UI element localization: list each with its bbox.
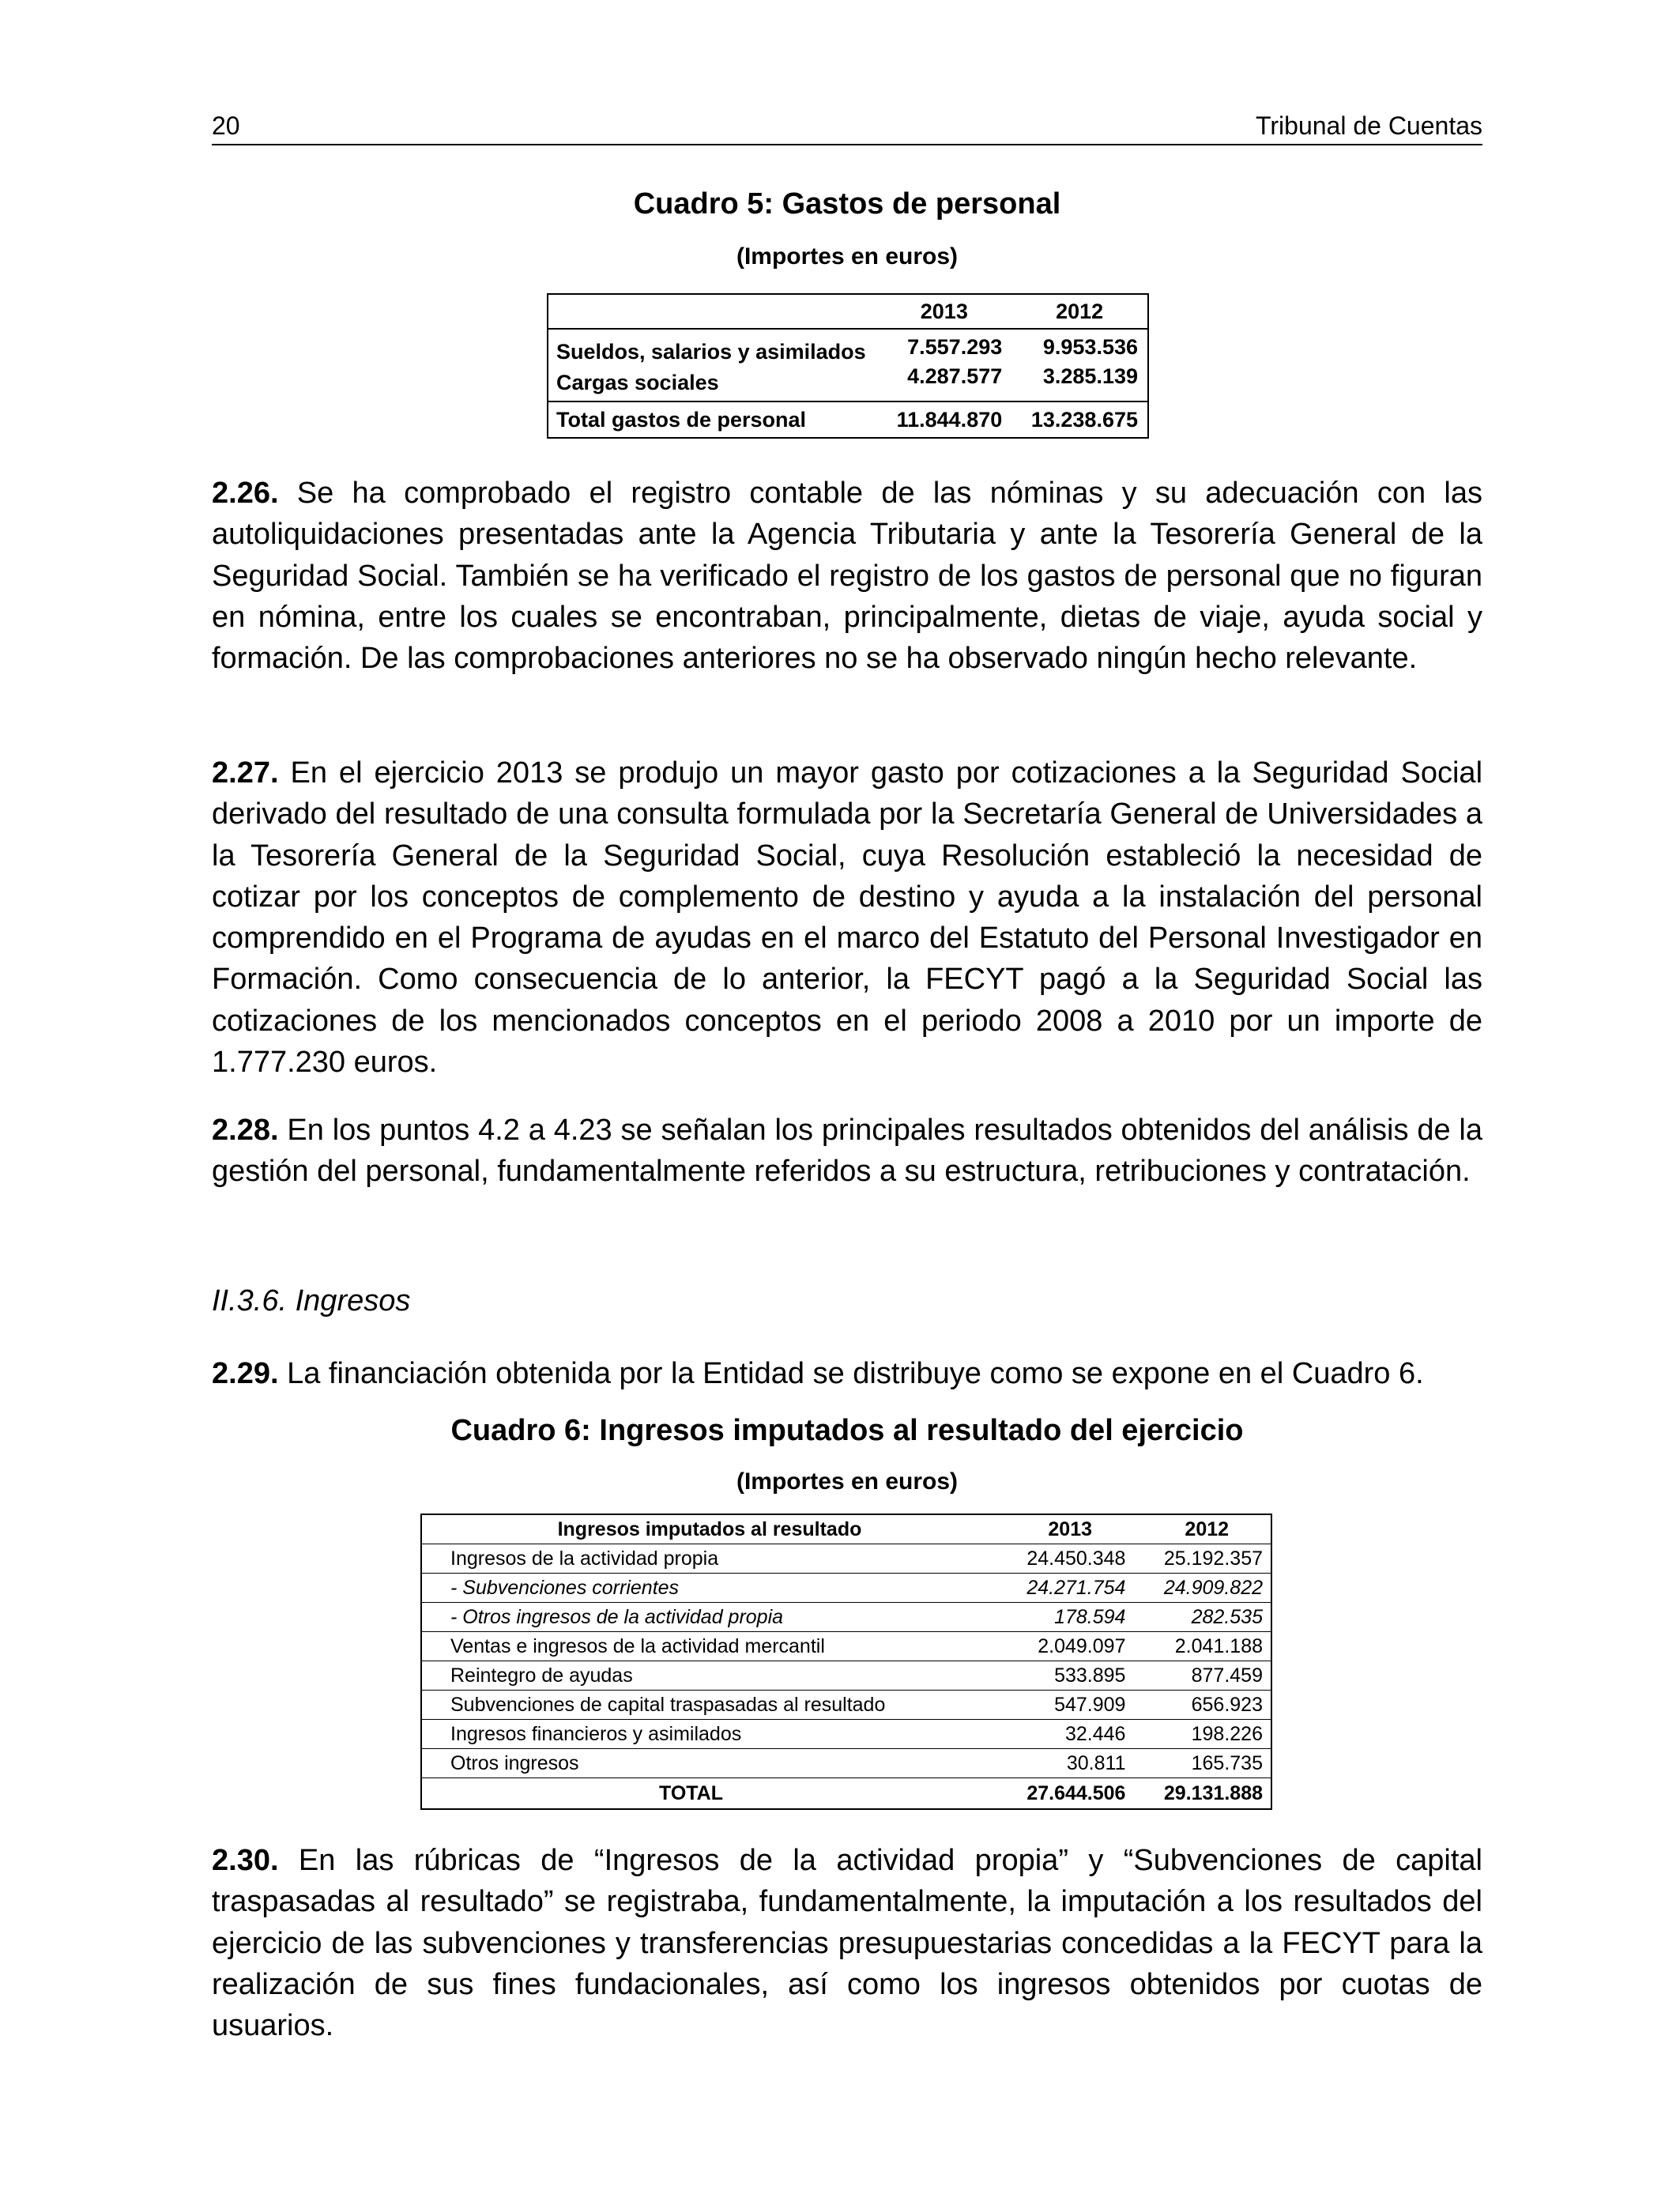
paragraph-2-27	[212, 752, 1482, 1083]
page-header	[212, 111, 1482, 145]
table5-title: Cuadro 5: Gastos de personal	[633, 187, 1061, 221]
table-row	[421, 1749, 1271, 1778]
running-title: Tribunal de Cuentas	[1256, 111, 1482, 140]
paragraph-text: Se ha comprobado el registro contable de las nóminas y su adecuación con las autoliquidaciones presentadas ante la Agencia Tributaria y ante la Tesorería General de la Seguridad Social. También se ha verificado el registro de los gastos de personal que no figuran en nómina, entre los cuales se encontraban, principalmente, dietas de viaje, ayuda social y formación. De las comprobaciones anteriores no se ha observado ningún hecho relevante.	[212, 477, 1482, 676]
paragraph-text: En las rúbricas de “Ingresos de la actividad propia” y “Subvenciones de capital traspasadas al resultado” se registraba, fundamentalmente, la imputación a los resultados del ejercicio de las subvenciones y transferencias presupuestarias concedidas a la FECYT para la realización de sus fines fundacionales, así como los ingresos obtenidos por cuotas de usuarios.	[212, 1844, 1482, 2043]
value-2013: 4.287.577	[907, 364, 1003, 388]
row-label: Subvenciones de capital traspasadas al resultado	[421, 1691, 997, 1720]
row-label: Ventas e ingresos de la actividad mercantil	[421, 1632, 997, 1661]
row-label: - Otros ingresos de la actividad propia	[421, 1603, 997, 1632]
table6-subtitle: (Importes en euros)	[736, 1468, 959, 1495]
total-label: Total gastos de personal	[548, 401, 876, 438]
total-2013: 11.844.870	[876, 401, 1011, 438]
paragraph-number: 2.26.	[212, 477, 279, 510]
table-row	[421, 1720, 1271, 1749]
row-label: Ingresos financieros y asimilados	[421, 1720, 997, 1749]
total-2012: 13.238.675	[1011, 401, 1148, 438]
table5-header-cell	[548, 294, 876, 329]
table6-total-row	[421, 1778, 1271, 1810]
total-2013: 27.644.506	[997, 1778, 1143, 1810]
paragraph-2-29	[212, 1353, 1482, 1394]
table6	[420, 1514, 1272, 1810]
value-2012: 877.459	[1143, 1661, 1271, 1691]
row-label: - Subvenciones corrientes	[421, 1574, 997, 1603]
value-2013: 547.909	[997, 1691, 1143, 1720]
table5-subtitle: (Importes en euros)	[736, 243, 959, 270]
section-heading: II.3.6. Ingresos	[212, 1284, 411, 1318]
table-row	[548, 329, 1148, 364]
value-2012: 198.226	[1143, 1720, 1271, 1749]
paragraph-2-28	[212, 1110, 1482, 1193]
value-2013: 24.450.348	[997, 1544, 1143, 1574]
table-row	[548, 364, 1148, 401]
row-label: Reintegro de ayudas	[421, 1661, 997, 1691]
paragraph-text: En el ejercicio 2013 se produjo un mayor gasto por cotizaciones a la Seguridad Social derivado del resultado de una consulta formulada por la Secretaría General de Universidades a la Tesorería General de la Seguridad Social, cuya Resolución estableció la necesidad de cotizar por los conceptos de complemento de destino y ayuda a la instalación del personal comprendido en el Programa de ayudas en el marco del Estatuto del Personal Investigador en Formación. Como consecuencia de lo anterior, la FECYT pagó a la Seguridad Social las cotizaciones de los mencionados conceptos en el periodo 2008 a 2010 por un importe de 1.777.230 euros.	[212, 756, 1483, 1080]
table-row	[421, 1661, 1271, 1691]
table6-header-row	[421, 1514, 1271, 1544]
value-2013: 30.811	[997, 1749, 1143, 1778]
value-2012: 3.285.139	[1042, 364, 1138, 388]
paragraph-text: La financiación obtenida por la Entidad se distribuye como se expone en el Cuadro 6.	[287, 1357, 1424, 1390]
value-2012: 656.923	[1143, 1691, 1271, 1720]
value-2013: 533.895	[997, 1661, 1143, 1691]
value-2013: 2.049.097	[997, 1632, 1143, 1661]
table-row	[421, 1632, 1271, 1661]
table6-header-cell: 2012	[1143, 1514, 1271, 1544]
table5-header-cell: 2013	[876, 294, 1011, 329]
table-row	[421, 1544, 1271, 1574]
page-number: 20	[212, 111, 240, 140]
row-label: Otros ingresos	[421, 1749, 997, 1778]
table-row	[421, 1574, 1271, 1603]
table6-header-cell: 2013	[997, 1514, 1143, 1544]
table5-header-row	[548, 294, 1148, 329]
table5-total-row	[548, 401, 1148, 438]
total-label: TOTAL	[421, 1778, 997, 1810]
paragraph-text: En los puntos 4.2 a 4.23 se señalan los principales resultados obtenidos del análisis de la gestión del personal, fundamentalmente referidos a su estructura, retribuciones y contratación.	[212, 1114, 1483, 1189]
table5-header-cell: 2012	[1011, 294, 1148, 329]
value-2012: 282.535	[1143, 1603, 1271, 1632]
paragraph-2-26	[212, 473, 1482, 679]
value-2013: 178.594	[997, 1603, 1143, 1632]
value-2012: 24.909.822	[1143, 1574, 1271, 1603]
table5	[547, 293, 1149, 439]
value-2012: 9.953.536	[1042, 334, 1138, 359]
table-row	[421, 1691, 1271, 1720]
paragraph-number: 2.27.	[212, 756, 279, 790]
paragraph-2-30	[212, 1840, 1482, 2046]
value-2012: 165.735	[1143, 1749, 1271, 1778]
total-2012: 29.131.888	[1143, 1778, 1271, 1810]
row-label: Cargas sociales	[556, 370, 719, 394]
table6-header-cell: Ingresos imputados al resultado	[421, 1514, 997, 1544]
value-2013: 7.557.293	[907, 334, 1003, 359]
table-row	[421, 1603, 1271, 1632]
value-2012: 25.192.357	[1143, 1544, 1271, 1574]
paragraph-number: 2.30.	[212, 1844, 279, 1877]
value-2012: 2.041.188	[1143, 1632, 1271, 1661]
row-label: Ingresos de la actividad propia	[421, 1544, 997, 1574]
paragraph-number: 2.28.	[212, 1114, 279, 1147]
paragraph-number: 2.29.	[212, 1357, 279, 1390]
row-label: Sueldos, salarios y asimilados	[556, 340, 866, 364]
table6-title: Cuadro 6: Ingresos imputados al resultado del ejercicio	[450, 1414, 1244, 1447]
value-2013: 32.446	[997, 1720, 1143, 1749]
value-2013: 24.271.754	[997, 1574, 1143, 1603]
